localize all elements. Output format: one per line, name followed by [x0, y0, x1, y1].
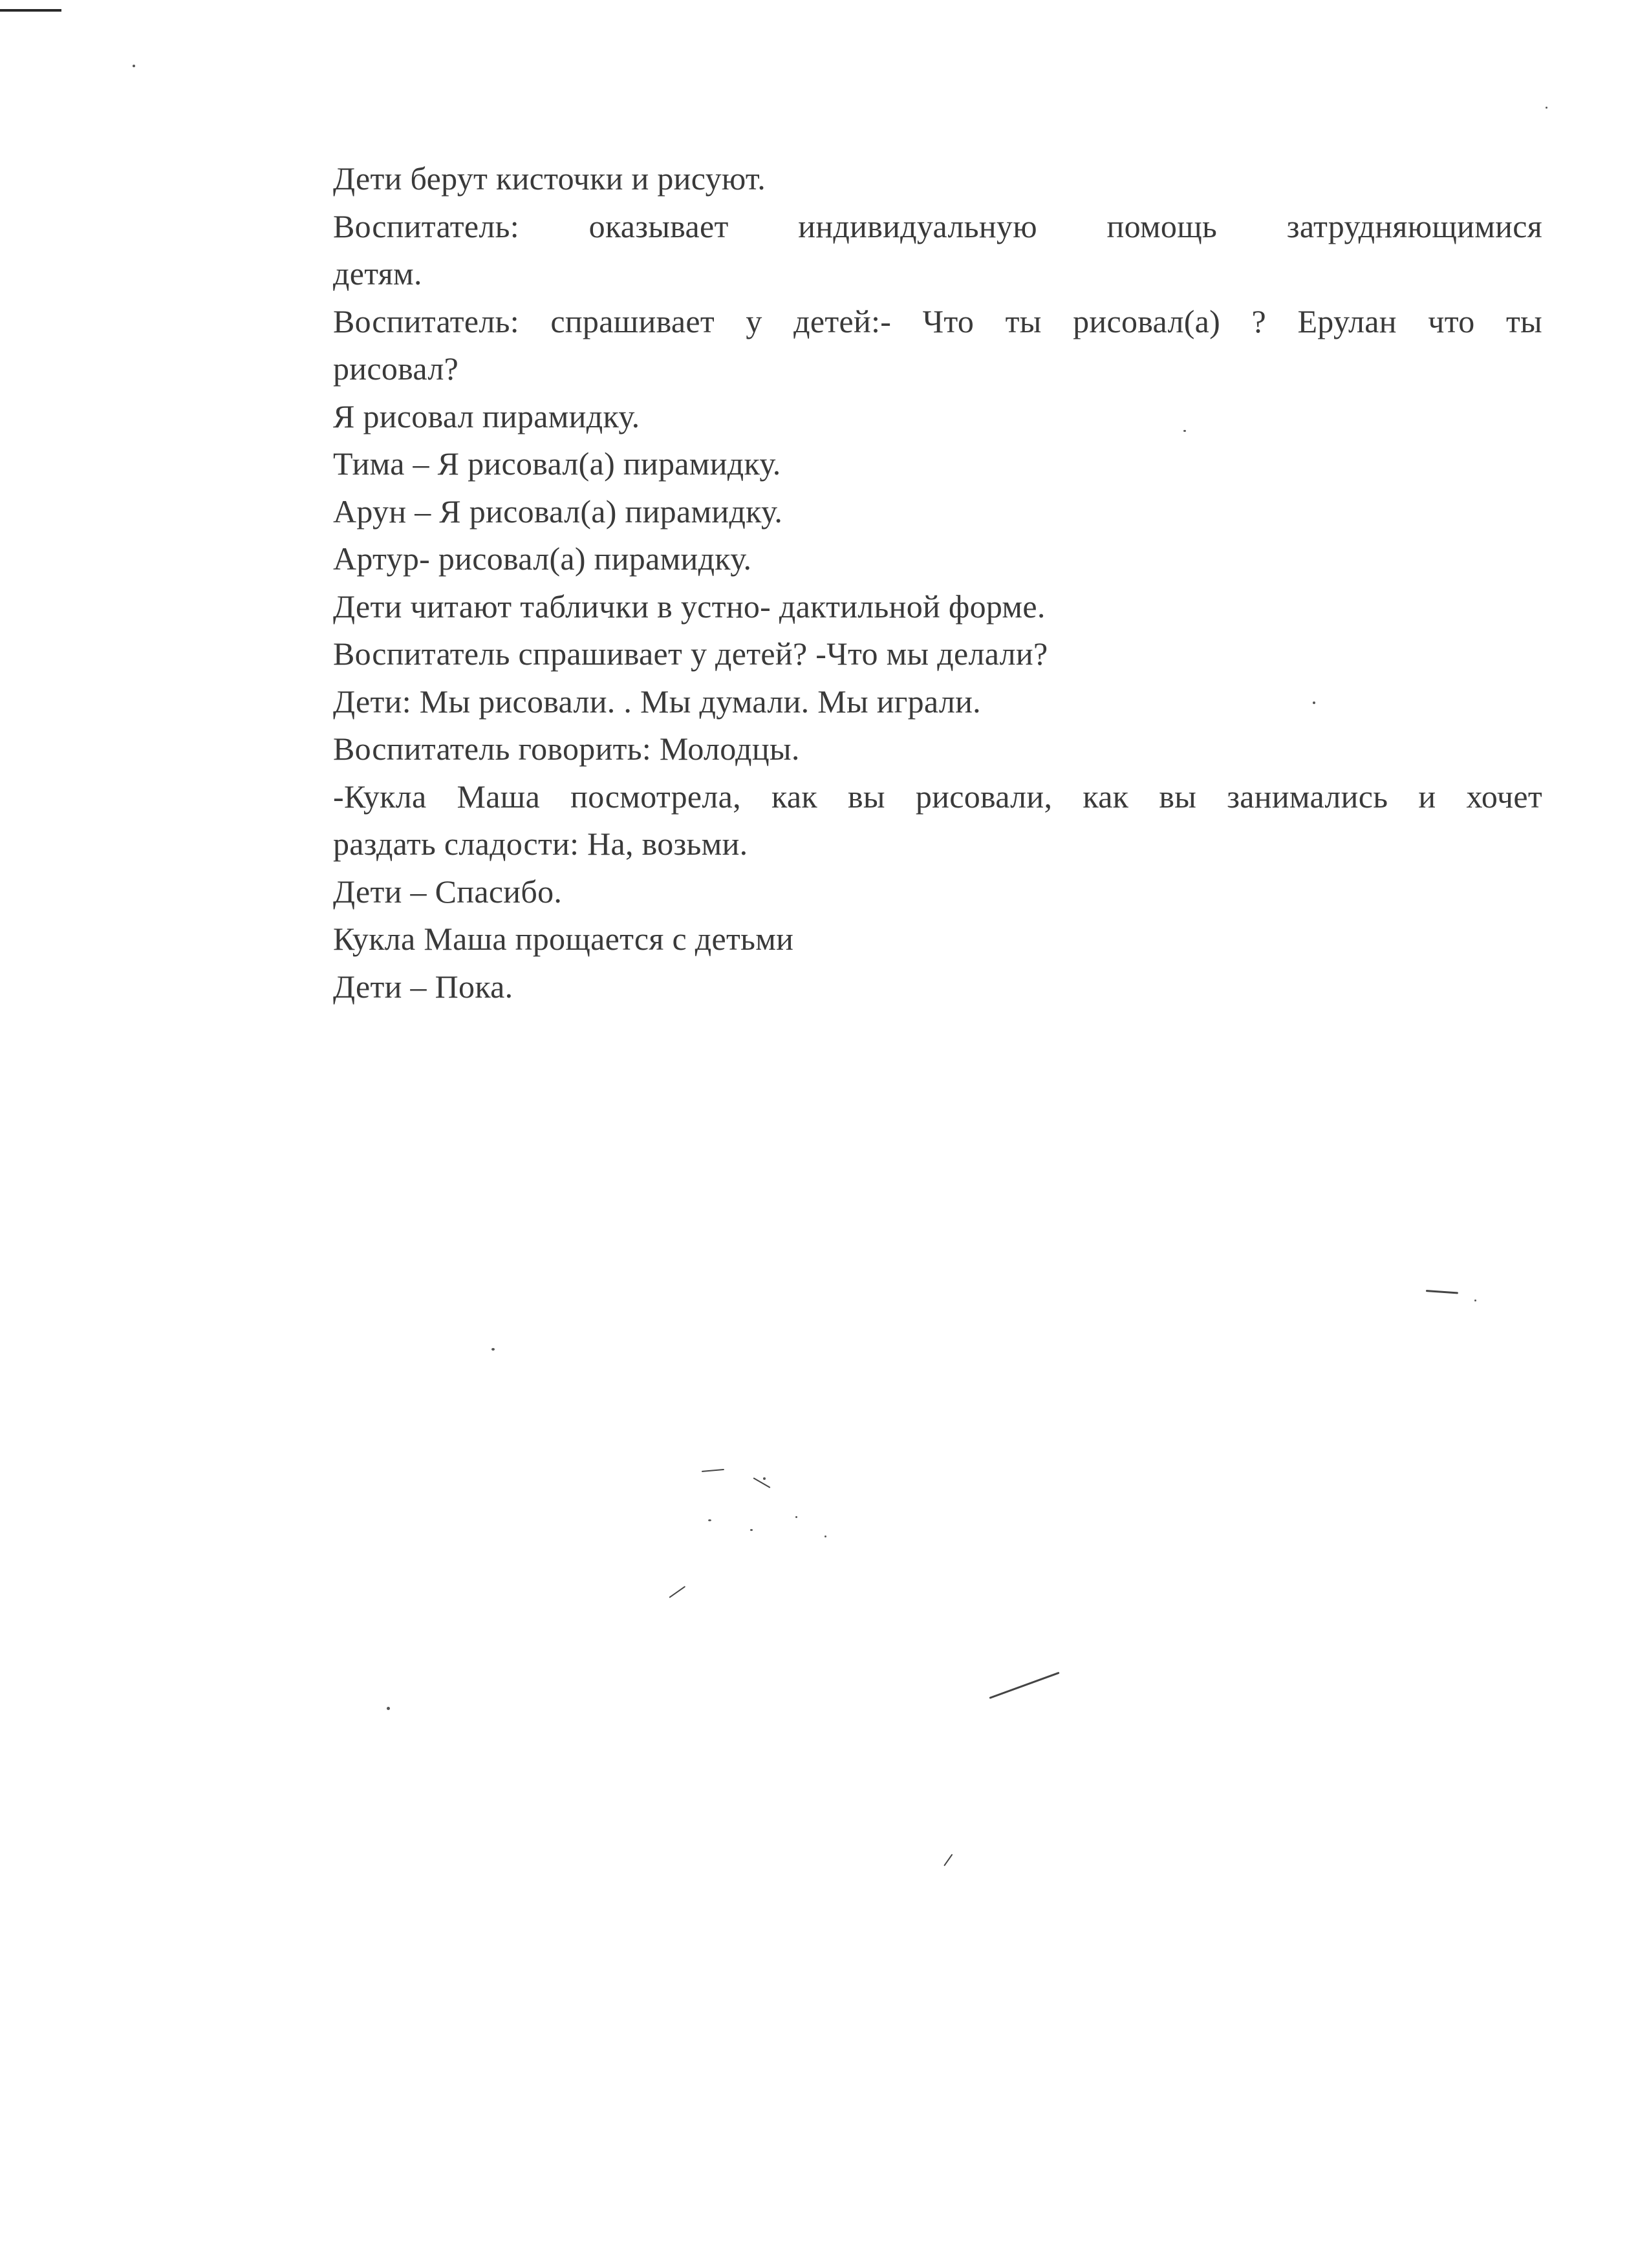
scan-speck	[824, 1535, 826, 1537]
scan-scratch	[702, 1469, 724, 1472]
scan-speck	[750, 1529, 753, 1531]
text-line: Воспитатель говорить: Молодцы.	[333, 731, 800, 767]
text-line: Дети – Спасибо.	[333, 873, 563, 910]
scan-speck	[1183, 430, 1186, 432]
text-line: рисовал?	[333, 350, 459, 387]
text-line: Дети – Пока.	[333, 968, 513, 1005]
scan-scratch	[669, 1586, 685, 1598]
scan-scratch	[943, 1854, 953, 1866]
scan-speck	[1313, 701, 1315, 704]
text-line: Тима – Я рисовал(а) пирамидку.	[333, 445, 781, 482]
scan-speck	[133, 65, 135, 67]
scan-speck	[1474, 1300, 1476, 1301]
text-line: Арун – Я рисовал(а) пирамидку.	[333, 493, 783, 530]
scan-speck	[763, 1477, 766, 1480]
text-line: -Кукла Маша посмотрела, как вы рисовали, как вы занимались и хочет	[333, 778, 1542, 815]
scan-speck	[795, 1516, 797, 1518]
scan-scratch	[1426, 1290, 1458, 1294]
scan-scratch	[753, 1477, 771, 1488]
scan-speck	[387, 1707, 390, 1710]
text-line: Воспитатель: оказывает индивидуальную помощь затрудняющимися	[333, 208, 1542, 244]
scan-speck	[708, 1519, 711, 1521]
scan-speck	[1546, 107, 1547, 109]
text-line: Дети берут кисточки и рисуют.	[333, 160, 766, 197]
scan-corner-mark	[0, 9, 61, 12]
text-line: Я рисовал пирамидку.	[333, 398, 640, 434]
text-line: Воспитатель спрашивает у детей? -Что мы делали?	[333, 636, 1048, 672]
text-line: Воспитатель: спрашивает у детей:- Что ты рисовал(а) ? Ерулан что ты	[333, 303, 1542, 339]
document-body	[333, 155, 1542, 1011]
text-line: детям.	[333, 255, 422, 292]
scan-speck	[491, 1348, 495, 1351]
text-line: раздать сладости: На, возьми.	[333, 826, 748, 862]
text-line: Артур- рисовал(а) пирамидку.	[333, 540, 752, 577]
text-line: Дети: Мы рисовали. . Мы думали. Мы играли.	[333, 683, 981, 720]
text-line: Кукла Маша прощается с детьми	[333, 921, 794, 957]
text-line: Дети читают таблички в устно- дактильной форме.	[333, 588, 1046, 625]
scan-scratch	[989, 1672, 1059, 1699]
